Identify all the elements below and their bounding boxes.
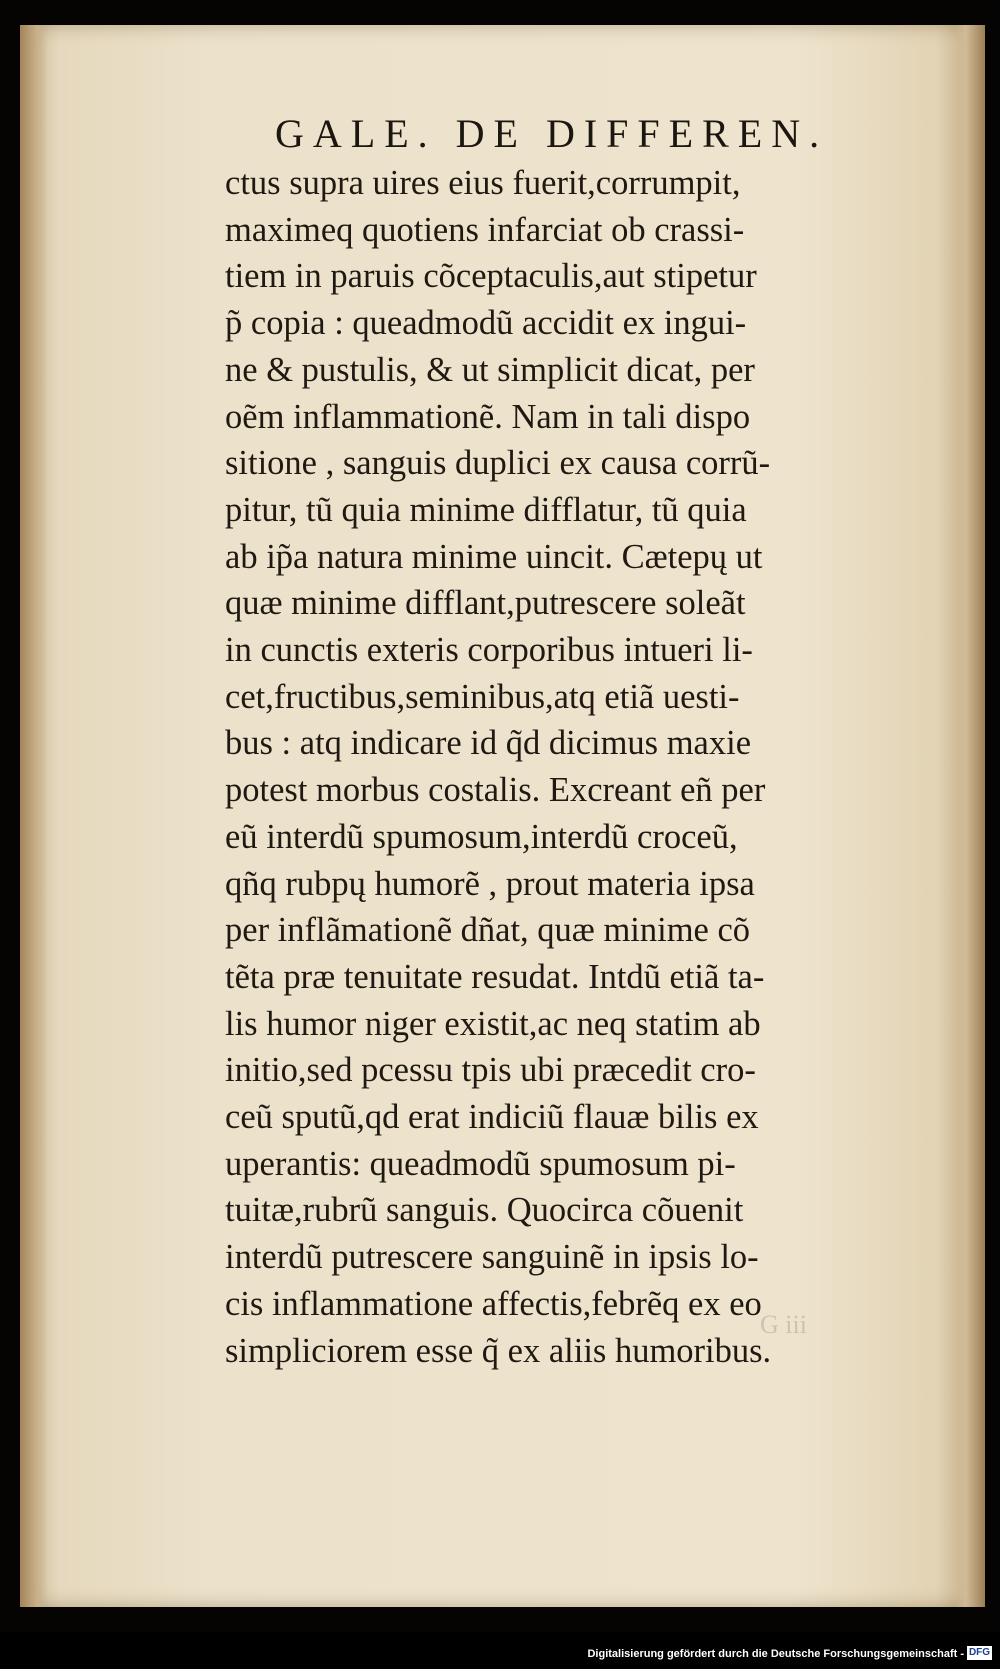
text-line: oẽm inflammationẽ. Nam in tali dispo [225, 397, 751, 436]
text-line: ctus supra uires eius fuerit,corrumpit, [225, 164, 741, 202]
text-line: lis humor niger existit,ac neq statim ab [225, 1004, 761, 1043]
text-line: bus : atq indicare id q̃d dicimus maxie [225, 724, 752, 763]
page-edge-right [953, 25, 985, 1607]
text-line: qñq rubрų humorẽ , prout materia ipsa [225, 864, 755, 903]
signature-mark: G iii [760, 1310, 807, 1339]
text-line: quæ minime difflant,putrescere soleãt [225, 584, 746, 623]
text-line: per inflãmationẽ dñat, quæ minime cõ [225, 911, 751, 950]
text-line: p̃ copia : queadmodũ accidit ex ingui- [225, 304, 747, 343]
dfg-logo: DFG [968, 1647, 991, 1658]
text-line: cet,fructibus,seminibus,atq etiã uesti- [225, 677, 740, 716]
text-line: initio,sed pcessu tpis ubi præcedit cro- [225, 1051, 756, 1090]
running-head: GALE. DE DIFFEREN. [275, 111, 829, 156]
text-line: uperantis: queadmodũ spumosum pi- [225, 1144, 736, 1183]
text-line: ceũ sputũ,qd erat indiciũ flauæ bilis ex [225, 1098, 759, 1137]
text-line: ab ip̃a natura minime uincit. Cæteрų ut [225, 537, 763, 576]
text-line: tẽta præ tenuitate resudat. Intdũ etiã ta- [225, 957, 765, 996]
text-line: ne & pustulis, & ut simplicit dicat, per [225, 350, 755, 389]
text-line: in cunctis exteris corporibus intueri li- [225, 631, 753, 670]
text-line: tiem in paruis cõceptaculis,aut stipetur [225, 257, 757, 296]
text-line: potest morbus costalis. Excreant eñ per [225, 771, 766, 810]
text-line: tuitæ,rubrũ sanguis. Quocirca cõuenit [225, 1191, 744, 1230]
page-edge-left [20, 25, 48, 1607]
text-line: cis inflammatione affectis,febrẽq ex eo [225, 1284, 762, 1323]
text-line: interdũ putrescere sanguinẽ in ipsis lo- [225, 1238, 759, 1277]
text-line: pitur, tũ quia minime difflatur, tũ quia [225, 490, 747, 529]
body-text [225, 160, 875, 1374]
text-line: simpliciorem esse q̃ ex aliis humoribus. [225, 1331, 772, 1370]
text-line: sitione , sanguis duplici ex causa corrũ- [225, 444, 771, 483]
footer-credit: Digitalisierung gefördert durch die Deutsche Forschungsgemeinschaft - [587, 1648, 964, 1660]
text-line: maximeq quotiens infarciat ob crassi- [225, 210, 745, 249]
text-line: eũ interdũ spumosum,interdũ croceũ, [225, 817, 738, 856]
